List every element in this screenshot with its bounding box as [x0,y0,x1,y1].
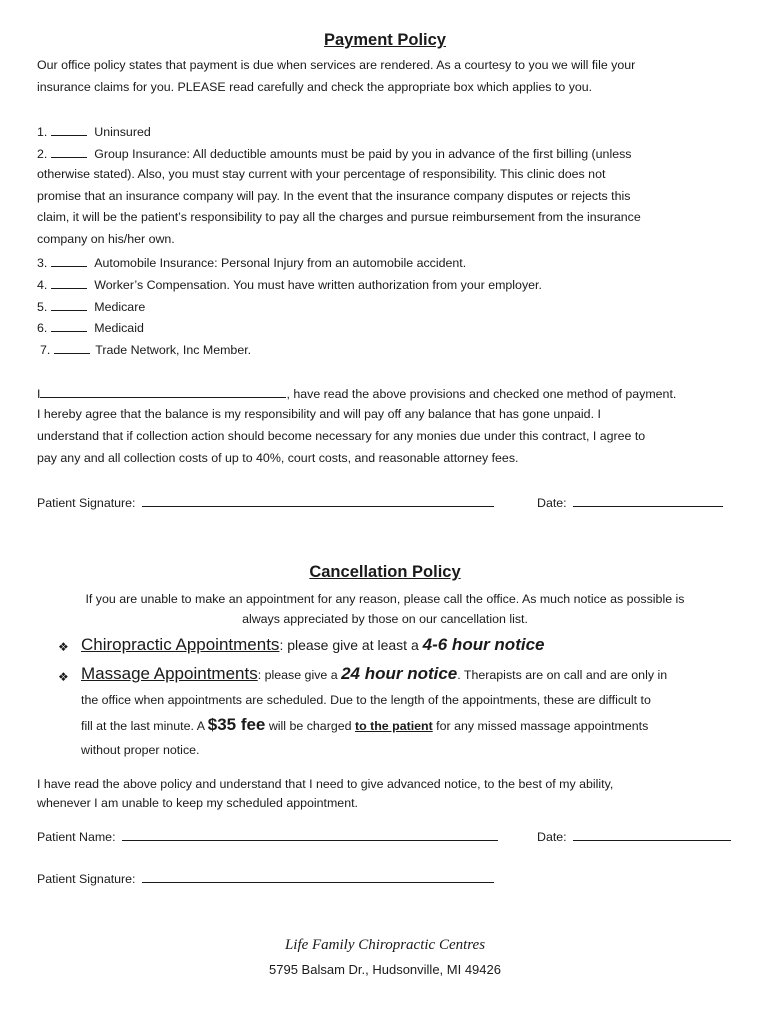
payment-signature-field[interactable] [142,494,494,507]
option-label: Medicare [94,300,146,314]
name-blank-field[interactable] [40,385,286,398]
agreement-prefix: I [37,387,41,401]
acknowledgement-line-1: I have read the above policy and understand that I need to give advanced notice, to the best of my ability, [37,777,614,791]
business-address: 5795 Balsam Dr., Hudsonville, MI 49426 [269,962,501,977]
cancellation-date-field[interactable] [573,828,731,841]
option-workers-compensation [37,276,542,292]
agreement-line-1 [37,385,676,401]
chiropractic-appointments-item [81,635,545,655]
option-check-blank[interactable] [51,145,87,158]
option-number: 2. [37,147,48,161]
agreement-line-4: pay any and all collection costs of up to 40%, court costs, and reasonable attorney fees. [37,451,519,465]
business-name: Life Family Chiropractic Centres [284,937,486,953]
option-number: 5. [37,300,48,314]
group-insurance-text-line: otherwise stated). Also, you must stay current with your percentage of responsibility. This clinic does not [37,167,606,181]
option-medicare [37,298,145,314]
massage-text: : please give a [257,668,342,682]
option-number: 6. [37,321,48,335]
option-number: 4. [37,278,48,292]
diamond-bullet-icon: ❖ [58,670,69,684]
cancellation-intro-line-1: If you are unable to make an appointment for any reason, please call the office. As much notice as possible is [85,592,685,606]
cancellation-date-row [537,828,731,844]
option-group-insurance [37,145,631,161]
option-number: 3. [37,256,48,270]
massage-line-4: without proper notice. [81,743,200,757]
option-label: Group Insurance: All deductible amounts must be paid by you in advance of the first billing (unless [94,147,632,161]
payment-policy-title: Payment Policy [324,31,446,49]
group-insurance-text-line: company on his/her own. [37,232,175,246]
chiropractic-notice: 4-6 hour notice [422,635,545,654]
option-check-blank[interactable] [51,298,87,311]
option-label: Trade Network, Inc Member. [95,343,252,357]
option-label: Automobile Insurance: Personal Injury from an automobile accident. [94,256,467,270]
patient-name-label: Patient Name: [37,830,116,844]
massage-appointments-item [81,664,667,684]
option-number: 7. [40,343,51,357]
option-medicaid [37,319,144,335]
date-label: Date: [537,496,567,510]
payment-intro-line-1: Our office policy states that payment is due when services are rendered. As a courtesy to you we will file your [37,58,636,72]
massage-label: Massage Appointments [81,664,258,683]
cancellation-intro-line-2: always appreciated by those on our cancellation list. [242,612,528,626]
option-check-blank[interactable] [51,276,87,289]
massage-line-3-post: for any missed massage appointments [432,719,649,733]
cancellation-policy-title: Cancellation Policy [309,563,461,581]
option-trade-network [40,341,251,357]
chiropractic-text: : please give at least a [279,637,423,653]
option-check-blank[interactable] [51,123,87,136]
payment-date-row [537,494,723,510]
option-check-blank[interactable] [51,319,87,332]
group-insurance-text-line: claim, it will be the patient’s responsibility to pay all the charges and pursue reimbursement from the insurance [37,210,641,224]
to-the-patient: to the patient [354,719,433,733]
patient-name-row [37,828,498,844]
option-automobile-insurance [37,254,466,270]
massage-after: . Therapists are on call and are only in [457,668,668,682]
massage-line-3-mid: will be charged [265,719,355,733]
payment-signature-row [37,494,494,510]
signature-label: Patient Signature: [37,872,136,886]
diamond-bullet-icon: ❖ [58,640,69,654]
acknowledgement-line-2: whenever I am unable to keep my scheduled appointment. [37,796,358,810]
massage-line-2: the office when appointments are scheduled. Due to the length of the appointments, these are difficult to [81,693,651,707]
option-check-blank[interactable] [54,341,90,354]
option-uninsured [37,123,151,139]
massage-line-3 [81,715,648,735]
chiropractic-label: Chiropractic Appointments [81,635,280,654]
option-check-blank[interactable] [51,254,87,267]
agreement-suffix: , have read the above provisions and checked one method of payment. [286,387,677,401]
cancellation-signature-field[interactable] [142,870,494,883]
agreement-line-2: I hereby agree that the balance is my responsibility and will pay off any balance that has gone unpaid. I [37,407,601,421]
massage-line-3-pre: fill at the last minute. A [81,719,208,733]
option-label: Uninsured [94,125,151,139]
option-label: Worker’s Compensation. You must have written authorization from your employer. [94,278,542,292]
massage-notice: 24 hour notice [341,664,458,683]
cancellation-signature-row [37,870,494,886]
patient-name-field[interactable] [122,828,498,841]
agreement-line-3: understand that if collection action should become necessary for any monies due under this contract, I agree to [37,429,646,443]
missed-fee: $35 fee [207,715,266,734]
signature-label: Patient Signature: [37,496,136,510]
payment-date-field[interactable] [573,494,723,507]
date-label: Date: [537,830,567,844]
option-label: Medicaid [94,321,144,335]
group-insurance-text-line: promise that an insurance company will pay. In the event that the insurance company disputes or rejects this [37,189,631,203]
option-number: 1. [37,125,48,139]
payment-intro-line-2: insurance claims for you. PLEASE read carefully and check the appropriate box which applies to you. [37,80,593,94]
